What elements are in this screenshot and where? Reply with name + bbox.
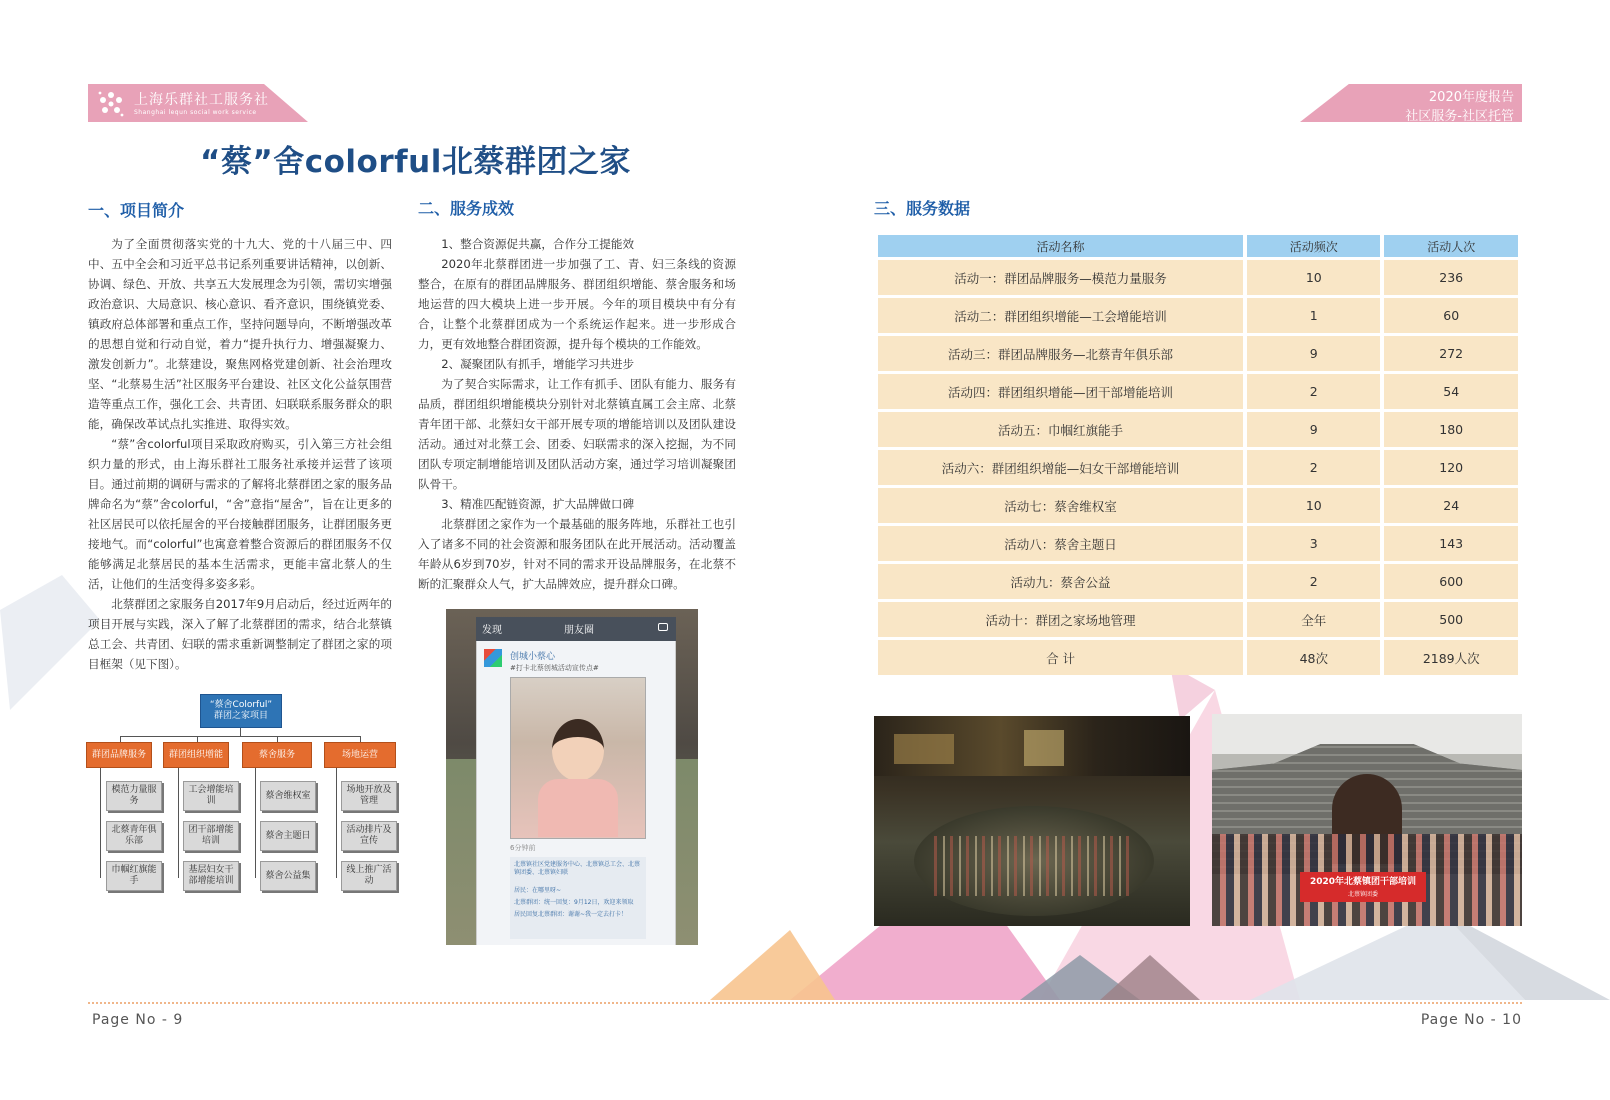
table-row xyxy=(878,298,1518,333)
attendance-cell: 24 xyxy=(1384,488,1518,523)
section2-paragraph: 为了契合实际需求，让工作有抓手、团队有能力、服务有品质，群团组织增能模块分别针对北蔡镇直属工会主席、北蔡青年团干部、北蔡妇女干部开展专项的增能培训以及团队建设活动。通过对北蔡工会、团委、妇联需求的深入挖掘，为不同团队专项定制增能培训及团队活动方案，通过学习培训凝聚团队骨干。 xyxy=(418,377,736,491)
frequency-cell: 9 xyxy=(1247,412,1380,447)
table-row xyxy=(878,374,1518,409)
attendance-cell: 60 xyxy=(1384,298,1518,333)
section2-subheading: 1、整合资源促共赢，合作分工提能效 xyxy=(441,237,635,251)
org-chart-leaf: 模范力量服 务 xyxy=(106,781,162,811)
org-chart-leaf: 工会增能培 训 xyxy=(183,781,239,811)
photo-comment: 北蔡群团：统一回复：9月12日，欢迎来领取 xyxy=(514,899,634,906)
frequency-cell: 48次 xyxy=(1247,640,1380,675)
section2-body xyxy=(418,234,736,594)
frequency-cell: 9 xyxy=(1247,336,1380,371)
group-photo-banner-text: 2020年北蔡镇团干部培训 xyxy=(1309,877,1417,887)
report-category: 社区服务-社区托管 xyxy=(1405,109,1514,124)
section2-subheading: 2、凝聚团队有抓手，增能学习共进步 xyxy=(441,357,635,371)
app-logo-icon xyxy=(484,649,502,667)
page-title: “蔡”舍colorful北蔡群团之家 xyxy=(200,144,631,180)
photo-comment: 居民回复北蔡群团：谢谢~我一定去打卡！ xyxy=(514,911,628,918)
activity-name-cell: 活动八：蔡舍主题日 xyxy=(878,526,1243,561)
photo-time: 6分钟前 xyxy=(510,844,536,852)
org-chart-root: “蔡舍Colorful” 群团之家项目 xyxy=(200,694,282,728)
activity-name-cell: 活动九：蔡舍公益 xyxy=(878,564,1243,599)
org-chart-leaf: 蔡舍维权室 xyxy=(260,781,316,811)
activity-name-cell: 活动六：群团组织增能—妇女干部增能培训 xyxy=(878,450,1243,485)
org-chart-branch: 蔡舍服务 xyxy=(242,742,312,768)
table-body xyxy=(878,260,1518,675)
page-number-right: Page No - 10 xyxy=(1420,1012,1522,1028)
frequency-cell: 3 xyxy=(1247,526,1380,561)
section1-heading: 一、项目简介 xyxy=(88,201,185,220)
section2-paragraph: 2020年北蔡群团进一步加强了工、青、妇三条线的资源整合，在原有的群团品牌服务、群团组织增能、蔡舍服务和场地运营的四大模块上进一步开展。今年的项目模块中有分有合，让整个北蔡群团成为一个系统运作起来。进一步形成合力，更有效地整合群团资源，提升每个模块的工作能效。 xyxy=(418,257,736,351)
group-photo-banner-sub: 北蔡镇团委 xyxy=(1347,891,1378,898)
attendance-cell: 600 xyxy=(1384,564,1518,599)
section2-paragraph: 北蔡群团之家作为一个最基础的服务阵地，乐群社工也引入了诸多不同的社会资源和服务团队在此开展活动。活动覆盖年龄从6岁到70岁，针对不同的需求开设品牌服务，在北蔡不断的汇聚群众人气，扩大品牌效应，提升群众口碑。 xyxy=(418,517,736,591)
table-row xyxy=(878,526,1518,561)
frequency-cell: 10 xyxy=(1247,488,1380,523)
attendance-cell: 272 xyxy=(1384,336,1518,371)
page-number-left: Page No - 9 xyxy=(92,1012,184,1028)
org-chart-leaf: 活动排片及 宣传 xyxy=(341,821,397,851)
table-row xyxy=(878,336,1518,371)
photo-post-tag: #打卡北蔡创城活动宣传点# xyxy=(510,664,599,672)
org-chart-leaf: 基层妇女干 部增能培训 xyxy=(183,861,239,891)
column-header: 活动名称 xyxy=(878,235,1243,257)
attendance-cell: 236 xyxy=(1384,260,1518,295)
org-chart-leaf: 场地开放及 管理 xyxy=(341,781,397,811)
activity-name-cell: 活动七：蔡舍维权室 xyxy=(878,488,1243,523)
frequency-cell: 2 xyxy=(1247,450,1380,485)
activity-name-cell: 活动五：巾帼红旗能手 xyxy=(878,412,1243,447)
frequency-cell: 2 xyxy=(1247,374,1380,409)
frequency-cell: 全年 xyxy=(1247,602,1380,637)
activity-name-cell: 活动三：群团品牌服务—北蔡青年俱乐部 xyxy=(878,336,1243,371)
frequency-cell: 10 xyxy=(1247,260,1380,295)
org-chart-branch: 群团组织增能 xyxy=(163,742,229,768)
activity-name-cell: 活动十：群团之家场地管理 xyxy=(878,602,1243,637)
child-shirt xyxy=(538,779,618,837)
table-row xyxy=(878,640,1518,675)
activity-name-cell: 活动四：群团组织增能—团干部增能培训 xyxy=(878,374,1243,409)
org-chart-leaf: 北蔡青年俱 乐部 xyxy=(106,821,162,851)
night-plaza-photo xyxy=(874,716,1190,926)
footer-divider xyxy=(88,1002,1522,1004)
attendance-cell: 2189人次 xyxy=(1384,640,1518,675)
frequency-cell: 2 xyxy=(1247,564,1380,599)
section2-heading: 二、服务成效 xyxy=(418,199,515,218)
org-chart-leaf: 蔡舍公益集 xyxy=(260,861,316,891)
org-chart-leaf: 线上推广活 动 xyxy=(341,861,397,891)
activity-name-cell: 活动二：群团组织增能—工会增能培训 xyxy=(878,298,1243,333)
flower-logo-icon xyxy=(96,89,126,119)
org-name-en: Shanghai lequn social work service xyxy=(134,109,257,116)
table-row xyxy=(878,450,1518,485)
attendance-cell: 120 xyxy=(1384,450,1518,485)
attendance-cell: 54 xyxy=(1384,374,1518,409)
section1-paragraph: 北蔡群团之家服务自2017年9月启动后，经过近两年的项目开展与实践，深入了解了北蔡群团的需求，结合北蔡镇总工会、共青团、妇联的需求重新调整制定了群团之家的项目框架（见下图）。 xyxy=(88,597,392,671)
section1-body xyxy=(88,234,392,674)
section1-paragraph: “蔡”舍colorful项目采取政府购买，引入第三方社会组织力量的形式，由上海乐群社工服务社承接并运营了该项目。通过前期的调研与需求的了解将北蔡群团之家的服务品牌命名为“蔡”舍colorful，“舍”意指“屋舍”，旨在让更多的社区居民可以依托屋舍的平台接触群团服务，让群团服务更接地气。而“colorful”也寓意着整合资源后的群团服务不仅能够满足北蔡居民的基本生活需求，更能丰富北蔡人的生活，让他们的生活变得多姿多彩。 xyxy=(88,437,392,591)
column-header: 活动人次 xyxy=(1384,235,1518,257)
photo-frame-picture xyxy=(446,609,698,945)
section1-paragraph: 为了全面贯彻落实党的十九大、党的十八届三中、四中、五中全会和习近平总书记系列重要讲话精神，以创新、协调、绿色、开放、共享五大发展理念为引领，需切实增强政治意识、大局意识、核心意识、看齐意识，围绕镇党委、镇政府总体部署和重点工作，坚持问题导向，不断增强改革的思想自觉和行动自觉，着力“提升执行力、增强凝聚力、激发创新力”。北蔡建设，聚焦网格党建创新、社会治理攻坚、“北蔡易生活”社区服务平台建设、社区文化公益氛围营造等重点工作，强化工会、共青团、妇联联系服务群众的职能，确保改革试点扎实推进、取得实效。 xyxy=(88,237,392,431)
section3-heading: 三、服务数据 xyxy=(874,199,971,218)
photo-comment: 居民：在哪里呀~ xyxy=(514,887,562,894)
column-header: 活动频次 xyxy=(1247,235,1380,257)
table-header-row xyxy=(878,235,1518,257)
attendance-cell: 180 xyxy=(1384,412,1518,447)
photo-comment: 北蔡镇社区党建服务中心、北蔡镇总工会、北蔡镇团委、北蔡镇妇联 xyxy=(514,861,641,876)
attendance-cell: 143 xyxy=(1384,526,1518,561)
attendance-cell: 500 xyxy=(1384,602,1518,637)
group-photo xyxy=(1212,714,1522,926)
org-name: 上海乐群社工服务社 xyxy=(134,92,269,108)
org-chart-leaf: 巾帼红旗能 手 xyxy=(106,861,162,891)
org-chart-leaf: 团干部增能 培训 xyxy=(183,821,239,851)
photo-nav-back: 发现 xyxy=(482,625,502,636)
report-year: 2020年度报告 xyxy=(1428,90,1514,105)
org-chart-leaf: 蔡舍主题日 xyxy=(260,821,316,851)
table-row xyxy=(878,602,1518,637)
org-chart-branch: 场地运营 xyxy=(324,742,396,768)
frequency-cell: 1 xyxy=(1247,298,1380,333)
org-chart-branch: 群团品牌服务 xyxy=(86,742,152,768)
table-row xyxy=(878,260,1518,295)
table-row xyxy=(878,412,1518,447)
photo-post-name: 创城小蔡心 xyxy=(510,652,556,662)
activity-name-cell: 合 计 xyxy=(878,640,1243,675)
photo-nav-title: 朋友圈 xyxy=(564,625,594,636)
table-row xyxy=(878,488,1518,523)
section2-subheading: 3、精准匹配链资源，扩大品牌做口碑 xyxy=(441,497,635,511)
activity-name-cell: 活动一：群团品牌服务—模范力量服务 xyxy=(878,260,1243,295)
service-data-table xyxy=(874,232,1522,678)
table-row xyxy=(878,564,1518,599)
child-face xyxy=(552,719,604,781)
camera-icon xyxy=(658,623,668,631)
